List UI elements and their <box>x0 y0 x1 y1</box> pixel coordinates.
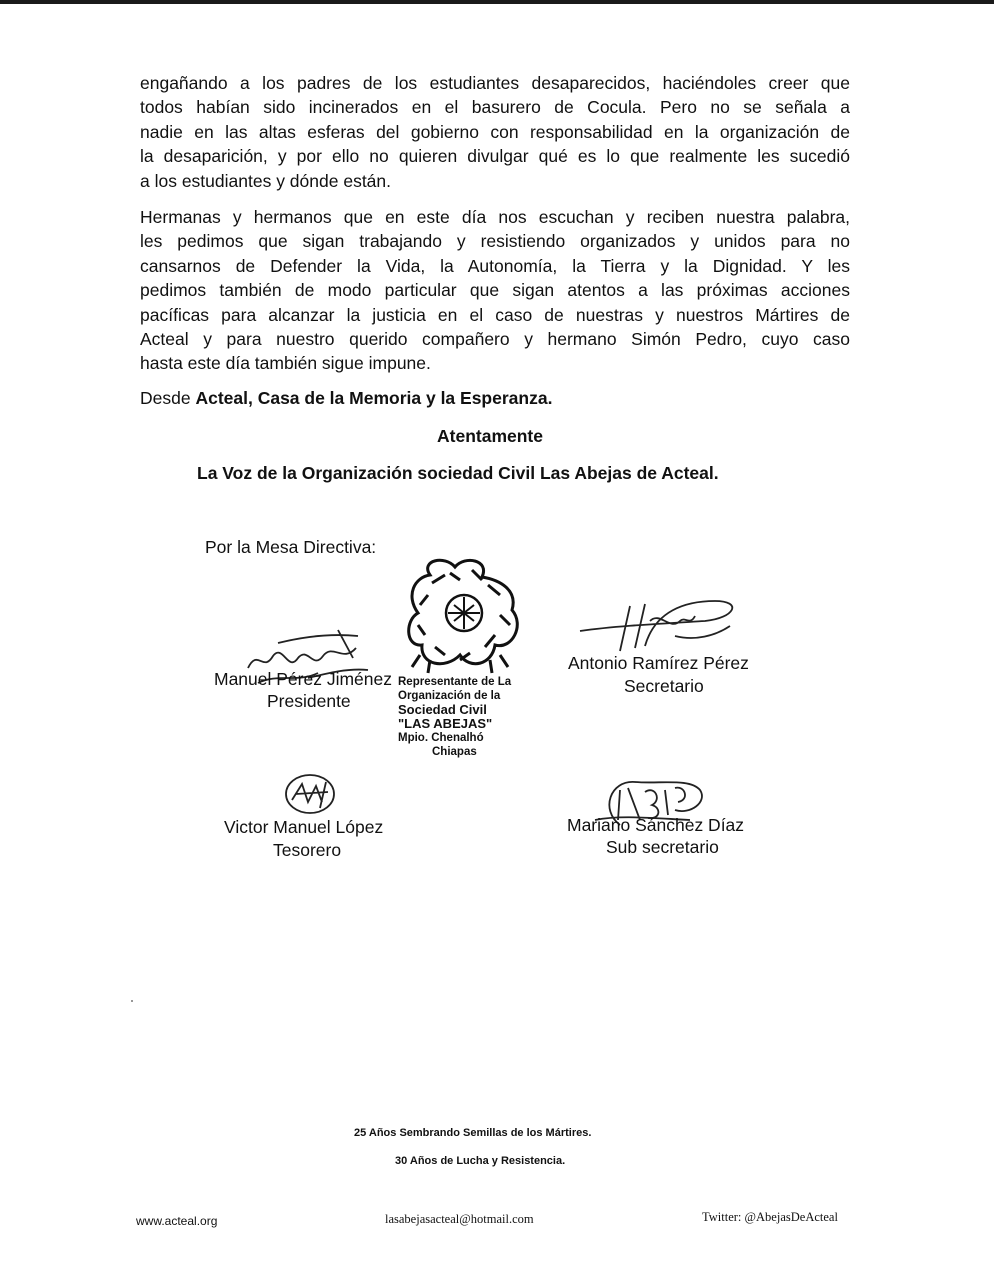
page-top-edge <box>0 0 994 4</box>
footer-email: lasabejasacteal@hotmail.com <box>385 1212 534 1226</box>
seal-line: Sociedad Civil <box>398 702 487 717</box>
footer-twitter: Twitter: @AbejasDeActeal <box>702 1210 838 1224</box>
closing: Atentamente <box>437 426 543 446</box>
secretary-name: Antonio Ramírez Pérez <box>568 653 749 673</box>
president-role: Presidente <box>267 691 351 711</box>
seal-line: Mpio. Chenalhó <box>398 732 484 744</box>
footer-website: www.acteal.org <box>136 1214 218 1228</box>
president-name: Manuel Pérez Jiménez <box>214 669 392 689</box>
paragraph-line: a los estudiantes y dónde están. <box>140 170 392 191</box>
paragraph-line: pedimos también de modo particular que sigan atentos a las próximas acciones <box>140 280 850 301</box>
organization-line: La Voz de la Organización sociedad Civil Las Abejas de Acteal. <box>197 463 719 483</box>
signoff-prefix: Desde <box>140 388 196 408</box>
paragraph-1 <box>140 71 850 193</box>
board-label: Por la Mesa Directiva: <box>205 537 377 557</box>
paragraph-line: todos habían sido incinerados en el basurero de Cocula. Pero no se señala a <box>140 97 850 118</box>
paragraph-line: nadie en las altas esferas del gobierno con responsabilidad en la organización de <box>140 121 850 142</box>
secretary-role: Secretario <box>624 676 704 696</box>
scan-speck <box>131 1000 133 1002</box>
treasurer-signature <box>282 772 342 818</box>
paragraph-2 <box>140 205 850 376</box>
organization-seal-logo <box>400 555 530 675</box>
paragraph-line: la desaparición, y por ello no quieren divulgar qué es lo que realmente les sucedió <box>140 146 850 167</box>
paragraph-line: engañando a los padres de los estudiantes desaparecidos, haciéndoles creer que <box>140 73 850 93</box>
seal-line: Organización de la <box>398 690 501 702</box>
paragraph-line: pacíficas para alcanzar la justicia en el caso de nuestras y nuestros Mártires de <box>140 304 850 325</box>
seal-line: Representante de La <box>398 676 512 688</box>
signoff-place: Acteal, Casa de la Memoria y la Esperanza. <box>195 388 553 408</box>
treasurer-role: Tesorero <box>273 840 342 860</box>
footer-motto-2: 30 Años de Lucha y Resistencia. <box>395 1155 566 1167</box>
footer-motto-1: 25 Años Sembrando Semillas de los Mártires. <box>354 1127 592 1139</box>
paragraph-line: les pedimos que sigan trabajando y resistiendo organizados y unidos para no <box>140 231 850 252</box>
sub-secretary-role: Sub secretario <box>606 837 719 857</box>
sub-secretary-name: Mariano Sánchez Díaz <box>567 815 745 835</box>
paragraph-line: Acteal y para nuestro querido compañero y hermano Simón Pedro, cuyo caso <box>140 329 850 350</box>
signoff-line <box>140 388 552 409</box>
seal-line: "LAS ABEJAS" <box>398 716 493 731</box>
paragraph-line: Hermanas y hermanos que en este día nos escuchan y reciben nuestra palabra, <box>140 207 850 227</box>
paragraph-line: cansarnos de Defender la Vida, la Autonomía, la Tierra y la Dignidad. Y les <box>140 255 850 276</box>
seal-line: Chiapas <box>432 746 477 758</box>
treasurer-name: Victor Manuel López <box>224 817 384 837</box>
organization-seal-text <box>398 675 538 759</box>
paragraph-line: hasta este día también sigue impune. <box>140 353 431 374</box>
